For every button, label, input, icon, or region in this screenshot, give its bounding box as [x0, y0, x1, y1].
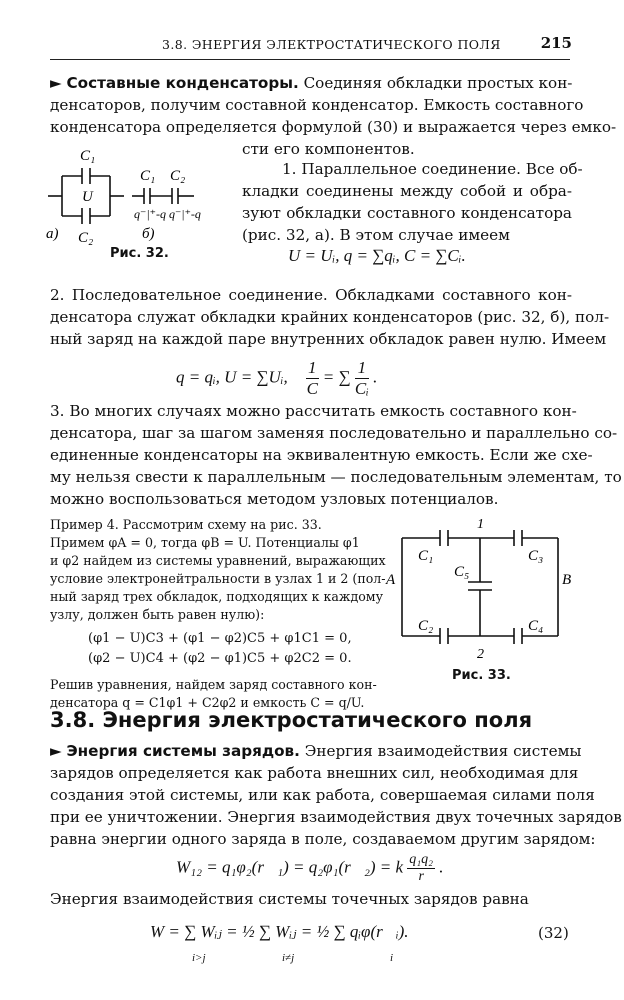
- example-line-6: узлу, должен быть равен нулю):: [50, 607, 265, 622]
- energy-line-2: зарядов определяется как работа внешних сил, необходимая для: [50, 764, 579, 782]
- figure-32-caption: Рис. 32.: [110, 246, 169, 261]
- header-rule: [50, 59, 570, 60]
- fig32-label-a: а): [46, 226, 59, 242]
- fig32-label-c2-series: C₂: [170, 168, 186, 184]
- fig33-label-c2: C₂: [418, 618, 434, 634]
- fig32-label-c2: C₂: [78, 230, 94, 246]
- parallel-line-4: (рис. 32, а). В этом случае имеем: [242, 226, 510, 244]
- running-title: 3.8. ЭНЕРГИЯ ЭЛЕКТРОСТАТИЧЕСКОГО ПОЛЯ: [162, 37, 501, 52]
- nodal-line-2: денсатора, шаг за шагом заменяя последовательно и параллельно со-: [50, 424, 618, 442]
- energy-system-line: Энергия взаимодействия системы точечных зарядов равна: [50, 890, 529, 908]
- example-result-2: денсатора q = C1φ1 + C2φ2 и емкость C = q/U.: [50, 695, 365, 710]
- section-title: 3.8. Энергия электростатического поля: [50, 708, 533, 732]
- composite-line-4: сти его компонентов.: [242, 140, 415, 158]
- example-line-3: и φ2 найдем из системы уравнений, выражающих: [50, 553, 386, 568]
- nodal-line-3: единенные конденсаторы на эквивалентную емкость. Если же схе-: [50, 446, 593, 464]
- fraction-1-over-c: $\frac{1}{C}$: [306, 358, 318, 398]
- energy-formula-1: W₁₂ = q₁φ₂(r⃗₁) = q₂φ₁(r⃗₂) = k $\frac{\text{q₁q₂}}{r}$ .: [176, 852, 444, 884]
- fig33-node-2: 2: [477, 647, 484, 662]
- fig32-label-u: U: [82, 189, 93, 205]
- example-line-5: ный заряд трех обкладок, подходящих к каждому: [50, 589, 384, 604]
- formula2-sub-i-gt-j: i>j: [192, 952, 206, 964]
- fig33-label-a: A: [386, 572, 396, 588]
- example-equation-1: (φ1 − U)C3 + (φ1 − φ2)C5 + φ1C1 = 0,: [88, 631, 352, 646]
- energy-formula-2: W = ∑ Wᵢⱼ = ½ ∑ Wᵢⱼ = ½ ∑ qᵢφ(r⃗ᵢ).: [150, 922, 409, 941]
- fig32-label-c1: C₁: [80, 148, 96, 164]
- fraction-q1q2-over-r: $\frac{\text{q₁q₂}}{r}$: [409, 852, 434, 884]
- series-line-3: ный заряд на каждой паре внутренних обкладок равен нулю. Имеем: [50, 330, 607, 348]
- series-formula-left: q = qᵢ, U = ∑Uᵢ,: [176, 367, 288, 387]
- composite-line-1: ► Составные конденсаторы. Соединяя обкладки простых кон-: [50, 74, 573, 92]
- formula2-sub-i-ne-j: i≠j: [282, 952, 295, 964]
- energy-heading: Энергия системы зарядов.: [66, 742, 300, 760]
- fig33-label-c3: C₃: [528, 548, 544, 564]
- energy-line-3: создания этой системы, или как работа, совершаемая силами поля: [50, 786, 595, 804]
- energy-line-5: равна энергии одного заряда в поле, создаваемом другим зарядом:: [50, 830, 596, 848]
- fig33-node-1: 1: [477, 517, 484, 532]
- parallel-line-1: 1. Параллельное соединение. Все об-: [282, 160, 583, 178]
- fig33-label-c5: C₅: [454, 564, 470, 580]
- fig32-charges: q⁻|⁺-q q⁻|⁺-q: [134, 207, 201, 221]
- energy-line-4: при ее уничтожении. Энергия взаимодействия двух точечных зарядов: [50, 808, 622, 826]
- composite-line-2: денсаторов, получим составной конденсатор. Емкость составного: [50, 96, 584, 114]
- fig32-label-b: б): [142, 226, 155, 242]
- parallel-line-2: кладки соединены между собой и обра-: [242, 182, 572, 200]
- running-header: [50, 32, 570, 62]
- figure-33-caption: Рис. 33.: [452, 668, 511, 683]
- example-line-4: условие электронейтральности в узлах 1 и 2 (пол-: [50, 571, 386, 586]
- parallel-line-3: зуют обкладки составного конденсатора: [242, 204, 572, 222]
- example-line-1: Пример 4. Рассмотрим схему на рис. 33.: [50, 517, 322, 532]
- nodal-line-4: му нельзя свести к параллельным — последовательным элементам, то: [50, 468, 622, 486]
- fig33-label-c1: C₁: [418, 548, 434, 564]
- example-result-1: Решив уравнения, найдем заряд составного кон-: [50, 677, 377, 692]
- energy-line-1: ► Энергия системы зарядов. Энергия взаимодействия системы: [50, 742, 582, 760]
- figure-33-diagram: [384, 514, 576, 666]
- composite-line-3: конденсатора определяется формулой (30) и выражается через емко-: [50, 118, 617, 136]
- series-formula: q = qᵢ, U = ∑Uᵢ, $\frac{1}{C}$ = ∑ $\frac{1}{\text{Cᵢ}}$ .: [176, 358, 378, 398]
- fraction-1-over-ci: $\frac{1}{\text{Cᵢ}}$: [354, 358, 369, 398]
- nodal-line-1: 3. Во многих случаях можно рассчитать емкость составного кон-: [50, 402, 577, 420]
- figure-32-diagram: [44, 142, 214, 246]
- page-number: 215: [540, 34, 572, 52]
- composite-heading: Составные конденсаторы.: [66, 74, 299, 92]
- formula2-sub-i: i: [390, 952, 394, 964]
- nodal-line-5: можно воспользоваться методом узловых потенциалов.: [50, 490, 499, 508]
- series-line-2: денсатора служат обкладки крайних конденсаторов (рис. 32, б), пол-: [50, 308, 610, 326]
- energy-marker: ►: [50, 742, 62, 760]
- parallel-formula: U = Uᵢ, q = ∑qᵢ, C = ∑Cᵢ.: [288, 246, 466, 265]
- example-equation-2: (φ2 − U)C4 + (φ2 − φ1)C5 + φ2C2 = 0.: [88, 651, 352, 666]
- equation-number: (32): [538, 924, 569, 942]
- composite-marker: ►: [50, 74, 62, 92]
- fig32-label-c1-series: C₁: [140, 168, 156, 184]
- fig33-label-c4: C₄: [528, 618, 544, 634]
- series-formula-eq: = ∑: [322, 367, 351, 387]
- example-line-2: Примем φA = 0, тогда φB = U. Потенциалы φ1: [50, 535, 360, 550]
- series-line-1: 2. Последовательное соединение. Обкладками составного кон-: [50, 286, 572, 304]
- fig33-label-b: B: [562, 572, 572, 588]
